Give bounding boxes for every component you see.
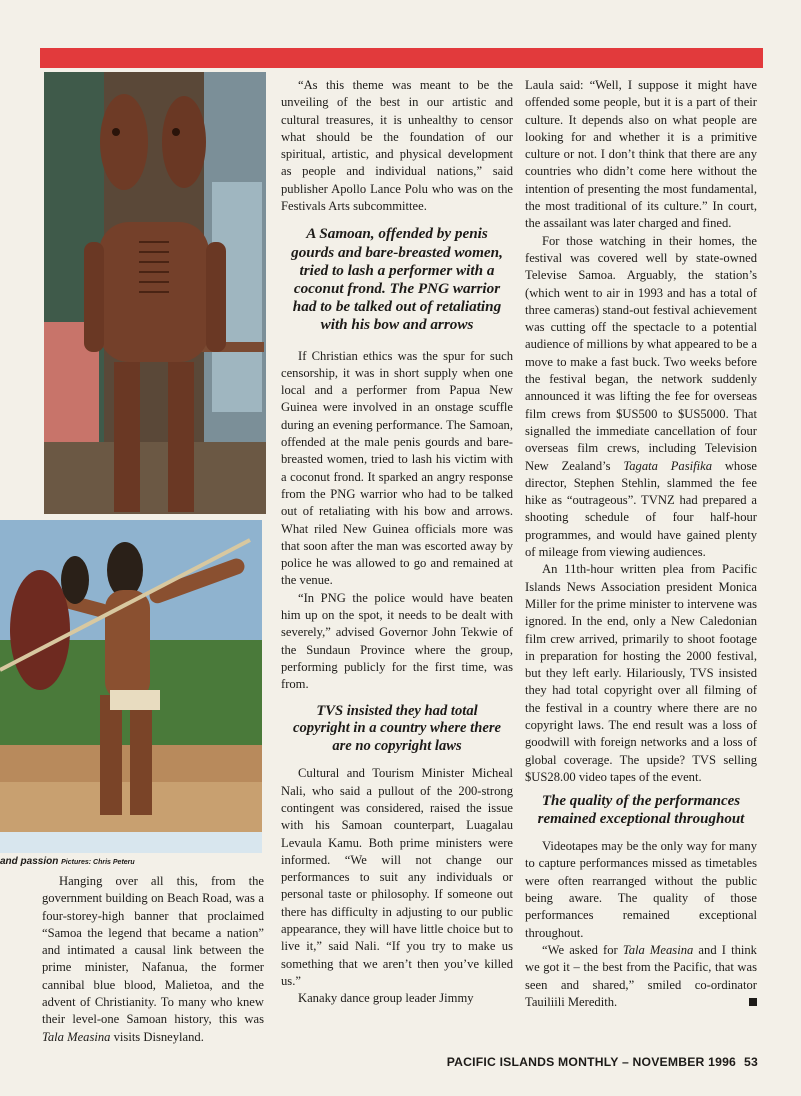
col3-paragraph-4: Videotapes may be the only way for many to capture performances missed as timetables were often rearranged without the public being aware. The quality of those performances remained exceptional throughout.: [525, 839, 757, 940]
col2-paragraph-2: If Christian ethics was the spur for such censorship, it was in short supply when one local and a performer from Papua New Guinea were involved in an onstage scuffle during an evening performance. The Samoan, offended at the male penis gourds and bare-breasted women, tried to lash his victim with a coconut frond. It sparked an angry response from the PNG warrior who had to be talked out of retaliating with his bow and arrows. What riled New Guinea officials more was that soon after the man was escorted away by police he was allowed to go and remained at the venue.: [281, 348, 513, 588]
col1-p1-italic: Tala Measina: [42, 1029, 111, 1044]
pull-quote-1: A Samoan, offended by penis gourds and bare-breasted women, tried to lash a performer with a coconut frond. The PNG warrior had to be talked out of retaliating with his bow and arrows: [291, 225, 503, 334]
red-header-bar: [40, 48, 763, 68]
photo-caption: [0, 856, 262, 867]
col3-p2-end: whose director, Stephen Stehlin, slammed the fee hike as “outrageous”. TVNZ had prepared a shooting schedule of four half-hour programmes, and would have gained plenty of mileage from viewing audiences.: [525, 458, 757, 560]
pull-quote-2: TVS insisted they had total copyright in a country where there are no copyright laws: [293, 702, 501, 754]
col3-paragraph-5: [525, 942, 757, 1011]
col1-paragraph-1: [42, 873, 264, 1046]
col3-p2-italic: Tagata Pasifika: [623, 458, 712, 473]
col3-p5-text: “We asked for: [542, 942, 623, 957]
page-number: 53: [744, 1055, 758, 1069]
col2-paragraph-4: Cultural and Tourism Minister Micheal Nali, who said a pullout of the 200-strong contingent was considered, raised the issue with his Samoan counterpart, Luagalau Levaula Kamu. Both prime ministers were informed. “We will not change our performances to suit any individuals or personal taste or philosophy. If someone out there has difficulty in adjusting to our public appearance, they will have little choice but to live it,” said Nali. “If you try to make us something that we aren’t then you’ve killed us.”: [281, 766, 513, 988]
pull-quote-3: The quality of the performances remained exceptional throughout: [537, 793, 745, 828]
end-of-article-square-icon: [749, 998, 757, 1006]
footer-magazine: PACIFIC ISLANDS MONTHLY – NOVEMBER 1996: [446, 1055, 737, 1069]
column-3: [525, 77, 757, 1011]
col3-p5-end: and I think we got it – the best from the Pacific, that was seen and shared,” smiled co-ordinator Tauiliili Meredith.: [525, 942, 757, 1009]
col3-paragraph-3: An 11th-hour written plea from Pacific Islands News Association president Monica Miller for the prime minister to intervene was ignored. In the end, only a New Caledonian film crew arrived, primarily to shoot footage in preparation for hosting the 2000 festival, but they left early. Hilariously, TVS insisted they had total copyright over all filming of the festival in a country where there are no copyright laws. The end result was a loss of goodwill with foreign networks and a loss of global coverage. The upside? TVS selling $US28.00 video tapes of the event.: [525, 562, 757, 784]
caption-text: and passion: [0, 856, 59, 867]
column-1: [42, 873, 264, 1046]
dancers-photo: [0, 520, 262, 853]
col2-paragraph-5: Kanaky dance group leader Jimmy: [298, 991, 474, 1006]
col1-p1-end: visits Disneyland.: [110, 1029, 204, 1044]
col3-paragraph-1: Laula said: “Well, I suppose it might have offended some people, but it is a part of their culture. It depends also on what people are looking for and whether it is a primitive culture or not. I don’t think that there are any countries who didn’t come here without the intention of presenting the most fundamental, the most traditional of its culture.” In court, the assailant was later charged and fined.: [525, 78, 757, 231]
col3-paragraph-2: [525, 233, 757, 562]
col1-p1-text: Hanging over all this, from the government building on Beach Road, was a four-storey-high banner that proclaimed “Samoa the legend that became a nation” and intimated a causal link between the prime minister, Nafanua, the former cannibal blue blood, Malietoa, and the advent of Christianity. To many who knew their level-one Samoan history, this was: [42, 874, 264, 1027]
col2-paragraph-3: “In PNG the police would have beaten him up on the spot, it needs to be dealt with severely,” advised Governor John Tekwie of the Sundaun Province where the group, performing publicly for the first time, was from.: [281, 590, 513, 692]
column-2: [281, 77, 513, 1007]
carved-figure-photo: [44, 72, 266, 514]
photo-credit: Pictures: Chris Peteru: [61, 859, 135, 866]
page-footer: [418, 1055, 758, 1069]
col2-paragraph-1: “As this theme was meant to be the unveiling of the best in our artistic and cultural treasures, it is unhealthy to censor what should be the foundation of our spiritual, artistic, and physical development as people and individual nations,” said publisher Apollo Lance Polu who was on the Festivals Arts subcommittee.: [281, 78, 513, 214]
col3-p5-italic: Tala Measina: [622, 942, 694, 957]
col3-p2-text: For those watching in their homes, the festival was covered well by state-owned Televise Samoa. Arguably, the station’s (which went to air in 1993 and has a total of three cameras) stand-out festival achievement was cutting off the spectacle to a potential audience of millions by what appeared to be a move to make a fast buck. Two weeks before the festival began, the network suddenly announced it was lifting the fee for overseas film crews from $US500 to $US5000. That signalled the immediate cancellation of four overseas film crews, including Television New Zealand’s: [525, 233, 757, 473]
